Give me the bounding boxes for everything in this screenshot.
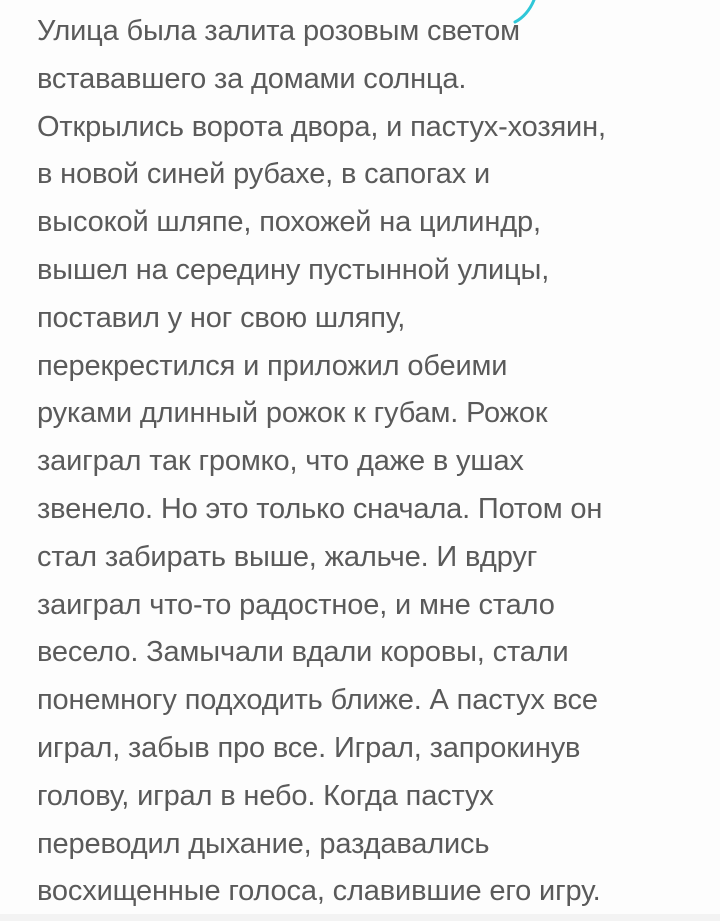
text-line: Улица была залита розовым светом: [37, 15, 520, 47]
text-line: встававшего за домами солнца.: [37, 62, 467, 95]
text-line: восхищенные голоса, славившие его игру.: [37, 875, 601, 908]
text-line: звенело. Но это только сначала. Потом он: [37, 492, 603, 525]
text-body: [37, 8, 712, 916]
text-line: заиграл что-то радостное, и мне стало: [37, 588, 555, 621]
text-line: весело. Замычали вдали коровы, стали: [37, 636, 569, 669]
text-line: понемногу подходить ближе. А пастух все: [37, 684, 598, 717]
text-line: переводил дыхание, раздавались: [37, 827, 490, 860]
text-line: стал забирать выше, жальче. И вдруг: [37, 540, 538, 573]
text-line: Открылись ворота двора, и пастух-хозяин,: [37, 110, 606, 143]
text-line: руками длинный рожок к губам. Рожок: [37, 397, 548, 430]
text-line: вышел на середину пустынной улицы,: [37, 253, 550, 286]
text-line: играл, забыв про все. Играл, запрокинув: [37, 731, 581, 764]
text-line: заиграл так громко, что даже в ушах: [37, 445, 524, 478]
text-line: поставил у ног свою шляпу,: [37, 301, 406, 334]
text-line: перекрестился и приложил обеими: [37, 349, 508, 382]
text-line: в новой синей рубахе, в сапогах и: [37, 158, 491, 191]
text-line: высокой шляпе, похожей на цилиндр,: [37, 206, 541, 239]
text-line: голову, играл в небо. Когда пастух: [37, 779, 494, 812]
page-bottom-edge: [0, 914, 720, 921]
